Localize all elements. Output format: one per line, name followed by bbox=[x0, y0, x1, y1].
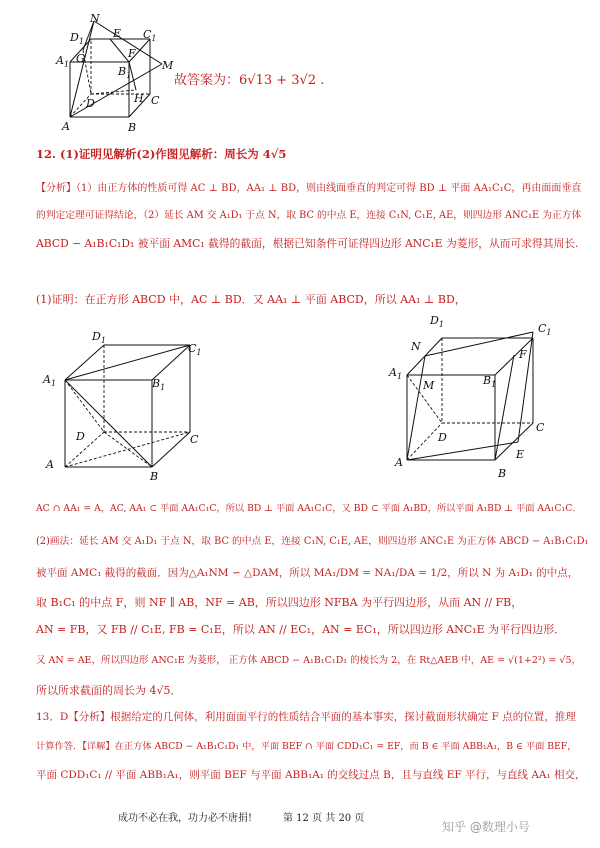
q12-proof2-line-1: (2)画法：延长 AM 交 A₁D₁ 于点 N，取 BC 的中点 E，连接 C₁N, C₁E, AE，则四边形 ANC₁E 为正方体 ABCD − A₁B₁C₁D₁ bbox=[36, 536, 589, 547]
q12-proof2-line-3: 取 B₁C₁ 的中点 F，则 NF ∥ AB，NF = AB，所以四边形 NFBA 为平行四边形，从而 AN // FB， bbox=[36, 596, 523, 609]
label-B: B bbox=[128, 121, 137, 134]
q12-proof2-line-6: 所以所求截面的周长为 4√5． bbox=[36, 684, 182, 697]
fig-right-label-F: F bbox=[519, 348, 527, 361]
label-H: H bbox=[134, 92, 144, 105]
fig-right-label-A: A bbox=[395, 456, 403, 469]
fig-left-label-A: A bbox=[46, 458, 54, 471]
label-N: N bbox=[90, 12, 100, 25]
q12-proof-1: (1)证明：在正方形 ABCD 中，AC ⊥ BD．又 AA₁ ⊥ 平面 ABCD，所以 AA₁ ⊥ BD， bbox=[36, 293, 466, 306]
fig-right-label-D1: $D_1$ bbox=[430, 314, 444, 329]
label-D: D bbox=[86, 97, 95, 110]
label-C1: $C_1$ bbox=[143, 28, 157, 43]
fig-left-label-D: D bbox=[76, 430, 85, 443]
fig-right-label-B1: $B_1$ bbox=[483, 374, 497, 389]
label-C: C bbox=[151, 94, 160, 107]
q13-line-2: 计算作答．【详解】在正方体 ABCD − A₁B₁C₁D₁ 中，平面 BEF ∩ 平面 CDD₁C₁ = EF，而 B ∈ 平面 ABB₁A₁，B ∈ 平面 BEF， bbox=[36, 741, 577, 752]
label-A: A bbox=[62, 120, 70, 133]
fig-left-label-B1: $B_1$ bbox=[152, 377, 166, 392]
label-F: F bbox=[128, 47, 136, 60]
label-D1: $D_1$ bbox=[70, 31, 84, 46]
label-G: G bbox=[76, 52, 85, 65]
answer-line bbox=[174, 69, 324, 88]
fig-right-label-D: D bbox=[438, 431, 447, 444]
fig-left-label-D1: $D_1$ bbox=[92, 330, 106, 345]
q13-line-1: 13．D【分析】根据给定的几何体，利用面面平行的性质结合平面的基本事实，探讨截面形状确定 F 点的位置，推理 bbox=[36, 711, 576, 723]
cube-figure-right bbox=[385, 310, 560, 480]
label-A1: $A_1$ bbox=[56, 54, 70, 69]
fig-right-label-C: C bbox=[536, 421, 545, 434]
fig-right-label-E: E bbox=[516, 448, 525, 461]
q12-proof-1-end: AC ∩ AA₁ = A，AC, AA₁ ⊂ 平面 AA₁C₁C，所以 BD ⊥ 平面 AA₁C₁C，又 BD ⊂ 平面 A₁BD，所以平面 A₁BD ⊥ 平面 AA₁C₁C． bbox=[36, 503, 582, 514]
fig-right-label-C1: $C_1$ bbox=[538, 322, 552, 337]
q12-proof2-line-2: 被平面 AMC₁ 截得的截面．因为△A₁NM ∽ △DAM，所以 MA₁/DM = NA₁/DA = 1/2，所以 N 为 A₁D₁ 的中点， bbox=[36, 567, 579, 579]
label-E: E bbox=[113, 27, 122, 40]
q12-header: 12. (1)证明见解析(2)作图见解析：周长为 4√5 bbox=[36, 147, 287, 161]
fig-right-label-B: B bbox=[498, 467, 507, 480]
footer-motto: 成功不必在我，功力必不唐捐! bbox=[118, 813, 253, 824]
q12-proof2-line-5: 又 AN = AE，所以四边形 ANC₁E 为菱形， 正方体 ABCD − A₁B₁C₁D₁ 的棱长为 2，在 Rt△AEB 中，AE = √(1+2²) = √5， bbox=[36, 655, 582, 666]
answer-value: 6√13 + 3√2 . bbox=[239, 73, 325, 88]
fig-left-label-C1: $C_1$ bbox=[188, 342, 202, 357]
q12-analysis-line-3: ABCD − A₁B₁C₁D₁ 被平面 AMC₁ 截得的截面，根据已知条件可证得四边形 ANC₁E 为菱形，从而可求得其周长. bbox=[36, 237, 579, 250]
label-M: M bbox=[162, 59, 174, 72]
cube-figure-left bbox=[40, 325, 220, 485]
q12-proof2-line-4: AN = FB，又 FB // C₁E, FB = C₁E，所以 AN // EC₁，AN = EC₁，所以四边形 ANC₁E 为平行四边形． bbox=[36, 623, 566, 636]
answer-label: 故答案为： bbox=[174, 73, 240, 88]
fig-left-label-C: C bbox=[190, 433, 199, 446]
fig-right-label-N: N bbox=[411, 340, 421, 353]
fig-right-label-A1: $A_1$ bbox=[389, 366, 403, 381]
fig-right-label-M: M bbox=[423, 379, 435, 392]
label-B1: $B_1$ bbox=[118, 65, 132, 80]
q12-analysis-line-2: 的判定定理可证得结论，（2）延长 AM 交 A₁D₁ 于点 N，取 BC 的中点 E，连接 C₁N, C₁E, AE，则四边形 ANC₁E 为正方体 bbox=[36, 210, 582, 221]
cube-figure-top bbox=[50, 12, 180, 137]
footer-page-number: 第 12 页 共 20 页 bbox=[283, 813, 365, 824]
fig-left-label-A1: $A_1$ bbox=[43, 373, 57, 388]
q13-line-3: 平面 CDD₁C₁ // 平面 ABB₁A₁，则平面 BEF 与平面 ABB₁A₁ 的交线过点 B，且与直线 EF 平行，与直线 AA₁ 相交， bbox=[36, 769, 586, 781]
zhihu-watermark: 知乎 @数理小号 bbox=[442, 820, 530, 834]
fig-left-label-B: B bbox=[150, 470, 159, 483]
q12-analysis-line-1: 【分析】（1）由正方体的性质可得 AC ⊥ BD，AA₁ ⊥ BD，则由线面垂直的判定可得 BD ⊥ 平面 AA₁C₁C，再由面面垂直 bbox=[36, 183, 582, 194]
